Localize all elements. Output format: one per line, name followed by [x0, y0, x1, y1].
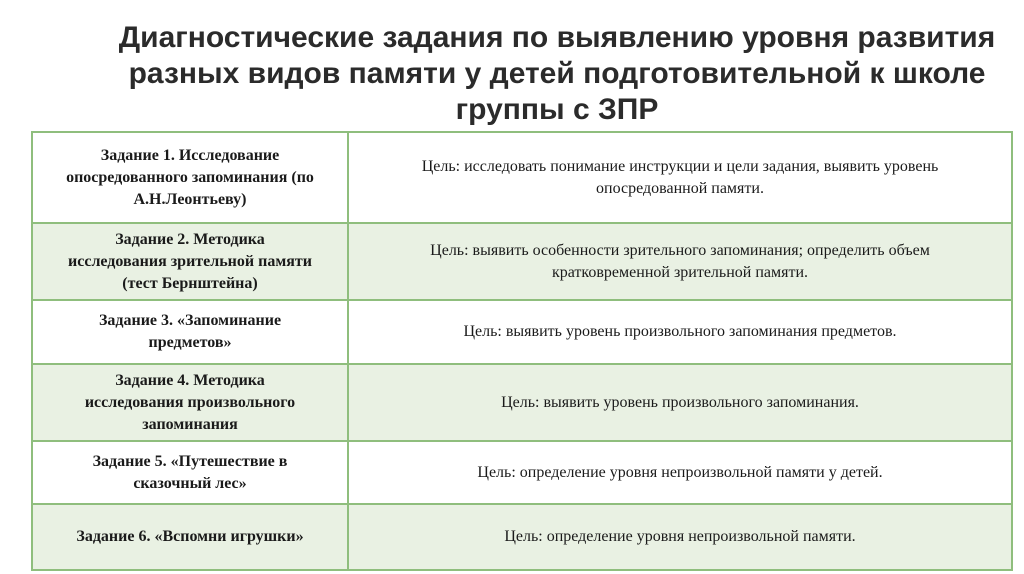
- task-text: Задание 1. Исследование: [100, 146, 280, 164]
- task-cell: [32, 441, 348, 504]
- task-text: сказочный лес»: [133, 474, 247, 492]
- tasks-table: [31, 131, 1013, 571]
- table-row: [32, 223, 1012, 300]
- table-row: [32, 300, 1012, 364]
- task-cell: [32, 364, 348, 441]
- goal-text: Цель: выявить уровень произвольного запоминания предметов.: [463, 323, 897, 340]
- task-text: запоминания: [142, 415, 238, 433]
- goal-text: Цель: определение уровня непроизвольной памяти у детей.: [477, 463, 883, 481]
- goal-cell: [348, 441, 1012, 504]
- goal-text: Цель: выявить уровень произвольного запоминания.: [501, 393, 859, 411]
- task-text: (тест Бернштейна): [122, 274, 258, 292]
- goal-text: кратковременной зрительной памяти.: [551, 263, 809, 281]
- goal-cell: [348, 364, 1012, 441]
- goal-text: Цель: выявить особенности зрительного запоминания; определить объем: [430, 241, 930, 259]
- task-text: опосредованного запоминания (по: [66, 168, 314, 186]
- task-cell: [32, 504, 348, 570]
- task-text: исследования произвольного: [84, 393, 296, 411]
- task-text: Задание 6. «Вспомни игрушки»: [76, 528, 304, 545]
- task-text: Задание 5. «Путешествие в: [92, 452, 288, 470]
- task-text: А.Н.Леонтьеву): [133, 190, 247, 208]
- task-text: предметов»: [148, 334, 232, 351]
- task-text: Задание 2. Методика: [115, 230, 265, 248]
- goal-cell: [348, 223, 1012, 300]
- task-cell: [32, 132, 348, 223]
- goal-cell: [348, 300, 1012, 364]
- goal-text: Цель: определение уровня непроизвольной памяти.: [504, 528, 856, 545]
- goal-text: Цель: исследовать понимание инструкции и цели задания, выявить уровень: [421, 157, 939, 175]
- table-row: [32, 504, 1012, 570]
- table-row: [32, 132, 1012, 223]
- table-row: [32, 364, 1012, 441]
- page-title: [90, 20, 1024, 128]
- title-line: Диагностические задания по выявлению уровня развития: [118, 21, 996, 54]
- task-cell: [32, 223, 348, 300]
- goal-cell: [348, 504, 1012, 570]
- task-text: Задание 3. «Запоминание: [98, 312, 282, 329]
- title-line: разных видов памяти у детей подготовительной к школе: [128, 57, 986, 90]
- task-cell: [32, 300, 348, 364]
- title-line: группы с ЗПР: [455, 93, 659, 126]
- goal-cell: [348, 132, 1012, 223]
- table-row: [32, 441, 1012, 504]
- task-text: исследования зрительной памяти: [68, 252, 312, 270]
- goal-text: опосредованной памяти.: [596, 179, 764, 197]
- task-text: Задание 4. Методика: [115, 371, 265, 389]
